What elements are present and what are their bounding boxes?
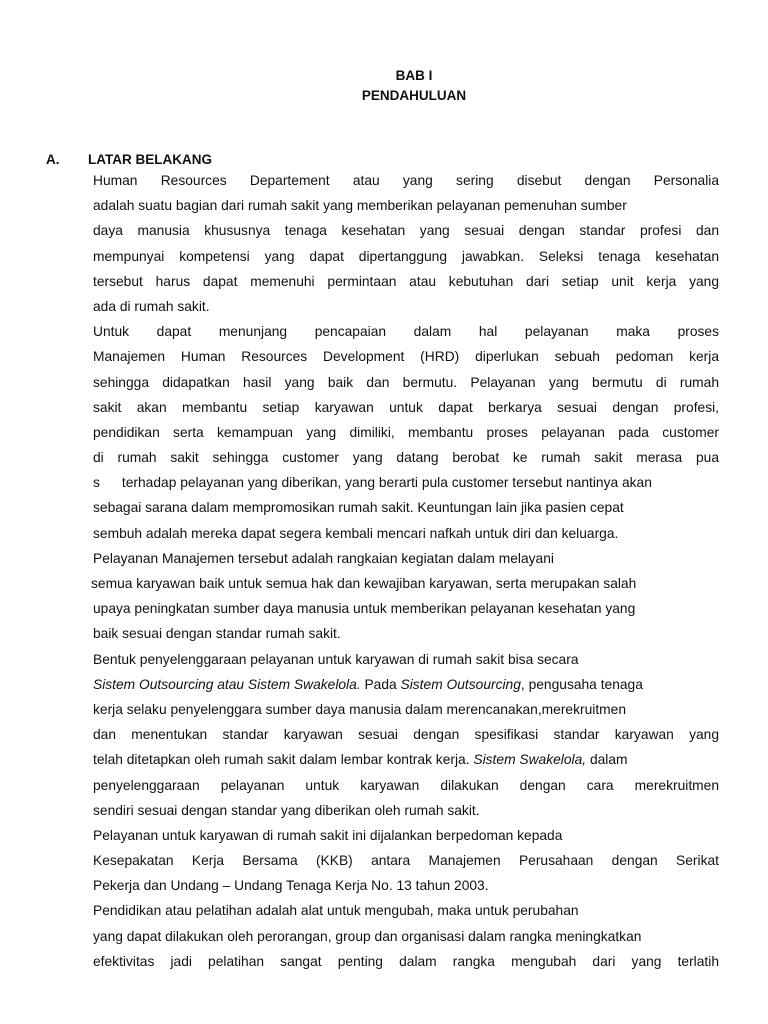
chapter-title: PENDAHULUAN: [361, 88, 467, 103]
text-line: Bentuk penyelenggaraan pelayanan untuk karyawan di rumah sakit bisa secara: [93, 651, 579, 667]
text-fragment: s: [93, 475, 100, 491]
text-fragment: dalam: [586, 752, 628, 768]
text-line: mempunyai kompetensi yang dapat dipertanggung jawabkan. Seleksi tenaga kesehatan: [93, 248, 719, 264]
text-line: sehingga didapatkan hasil yang baik dan bermutu. Pelayanan yang bermutu di rumah: [93, 374, 719, 390]
section-number: A.: [46, 152, 60, 167]
text-line: upaya peningkatan sumber daya manusia untuk memberikan pelayanan kesehatan yang: [93, 601, 636, 617]
text-line: Kesepakatan Kerja Bersama (KKB) antara Manajemen Perusahaan dengan Serikat: [93, 853, 719, 869]
text-line: Untuk dapat menunjang pencapaian dalam hal pelayanan maka proses: [93, 324, 719, 340]
text-fragment: telah ditetapkan oleh rumah sakit dalam lembar kontrak kerja.: [93, 752, 474, 768]
text-line: semua karyawan baik untuk semua hak dan kewajiban karyawan, serta merupakan salah: [91, 576, 637, 591]
text-line: sebagai sarana dalam mempromosikan rumah sakit. Keuntungan lain jika pasien cepat: [93, 500, 624, 516]
text-line: pendidikan serta kemampuan yang dimiliki, membantu proses pelayanan pada customer: [93, 424, 719, 440]
text-line: adalah suatu bagian dari rumah sakit yang memberikan pelayanan pemenuhan sumber: [93, 198, 627, 214]
text-line: Human Resources Departement atau yang sering disebut dengan Personalia: [93, 173, 719, 188]
section-title: LATAR BELAKANG: [88, 152, 212, 167]
text-line: [93, 672, 719, 697]
text-line: Pendidikan atau pelatihan adalah alat untuk mengubah, maka untuk perubahan: [93, 903, 579, 919]
text-line: sembuh adalah mereka dapat segera kembali mencari nafkah untuk diri dan keluarga.: [93, 525, 619, 541]
text-line: efektivitas jadi pelatihan sangat penting dalam rangka mengubah dari yang terlatih: [93, 953, 719, 969]
text-line: Manajemen Human Resources Development (HRD) diperlukan sebuah pedoman kerja: [93, 349, 719, 365]
text-line: sakit akan membantu setiap karyawan untuk dapat berkarya sesuai dengan profesi,: [93, 399, 719, 415]
text-line: baik sesuai dengan standar rumah sakit.: [93, 626, 341, 642]
italic-term: Sistem Outsourcing: [400, 676, 521, 692]
text-line: Pelayanan untuk karyawan di rumah sakit ini dijalankan berpedoman kepada: [93, 827, 563, 843]
chapter-number: BAB I: [395, 68, 433, 83]
text-line: penyelenggaraan pelayanan untuk karyawan dilakukan dengan cara merekruitmen: [93, 777, 719, 793]
text-line: ada di rumah sakit.: [93, 298, 210, 314]
text-line: daya manusia khususnya tenaga kesehatan yang sesuai dengan standar profesi dan: [93, 223, 719, 239]
text-line: sendiri sesuai dengan standar yang diberikan oleh rumah sakit.: [93, 802, 480, 818]
text-line: dan menentukan standar karyawan sesuai dengan spesifikasi standar karyawan yang: [93, 727, 719, 743]
text-line: yang dapat dilakukan oleh perorangan, group dan organisasi dalam rangka meningkatkan: [93, 928, 642, 944]
section-body: [93, 168, 719, 974]
text-line: Pelayanan Manajemen tersebut adalah rangkaian kegiatan dalam melayani: [93, 550, 554, 566]
text-fragment: , pengusaha tenaga: [520, 676, 643, 692]
text-line: kerja selaku penyelenggara sumber daya manusia dalam merencanakan,merekruitmen: [93, 701, 626, 717]
text-fragment: terhadap pelayanan yang diberikan, yang berarti pula customer tersebut nantinya akan: [121, 475, 652, 491]
text-line: Pekerja dan Undang – Undang Tenaga Kerja No. 13 tahun 2003.: [93, 878, 489, 894]
text-line: [93, 470, 719, 495]
text-line: di rumah sakit sehingga customer yang datang berobat ke rumah sakit merasa pua: [93, 450, 719, 466]
text-fragment: Pada: [360, 676, 401, 692]
italic-term: Sistem Outsourcing atau Sistem Swakelola.: [93, 676, 361, 692]
text-line: tersebut harus dapat memenuhi permintaan atau kebutuhan dari setiap unit kerja yang: [93, 273, 719, 289]
text-line: [93, 747, 719, 772]
italic-term: Sistem Swakelola,: [473, 752, 587, 768]
